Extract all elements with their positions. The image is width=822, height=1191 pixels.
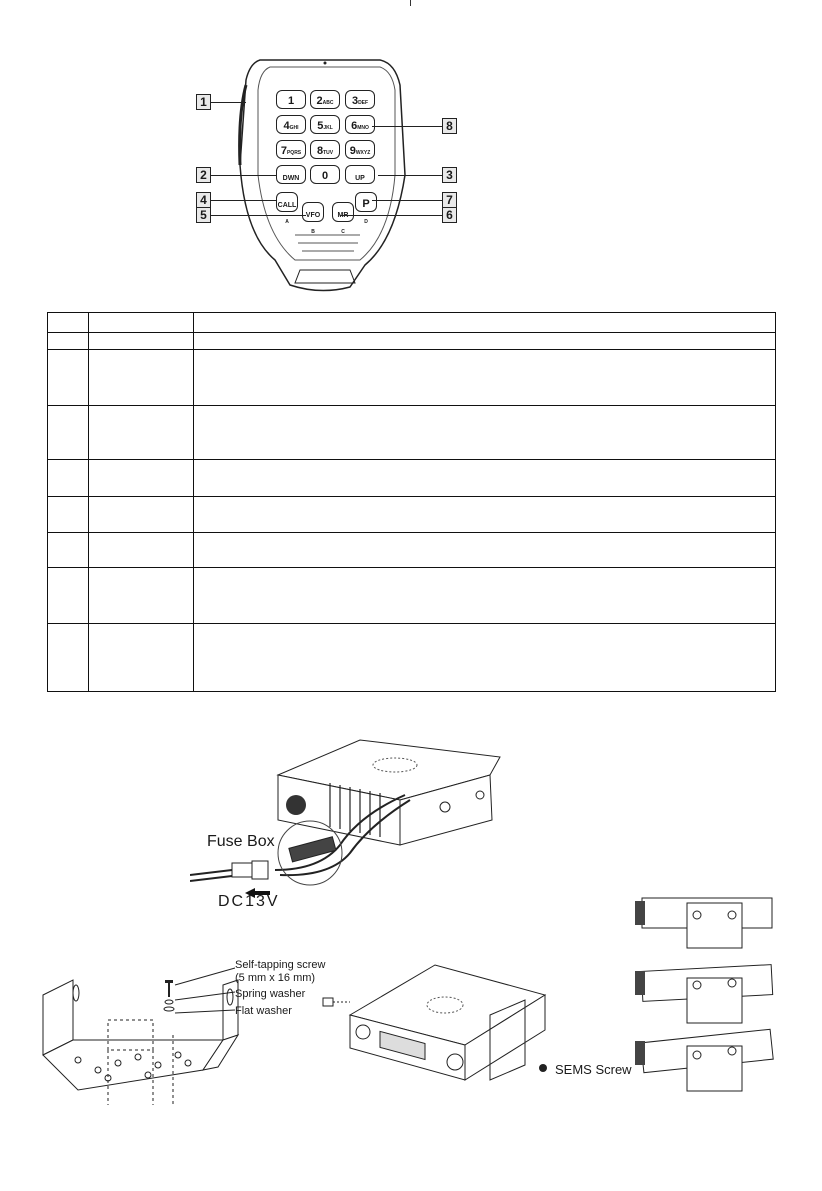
key-14[interactable] bbox=[302, 202, 324, 235]
key-main-label: 5 bbox=[317, 120, 324, 132]
key-9[interactable] bbox=[276, 165, 306, 184]
screw-size-label: (5 mm x 16 mm) bbox=[235, 972, 316, 984]
key-sub-label: B bbox=[311, 229, 315, 235]
key-sub-label: DEF bbox=[358, 100, 369, 106]
table-row bbox=[48, 350, 776, 406]
leader-line bbox=[211, 215, 306, 216]
key-1[interactable] bbox=[310, 90, 340, 109]
key-sub-label: MNO bbox=[357, 125, 369, 131]
key-main-label: DWN bbox=[282, 175, 300, 182]
spring-washer-label: Spring washer bbox=[235, 988, 306, 1000]
table-row bbox=[48, 533, 776, 568]
callout-5: 5 bbox=[196, 207, 211, 223]
screw-label: Self-tapping screw bbox=[235, 959, 326, 971]
key-sub-label: A bbox=[285, 219, 289, 225]
callout-1: 1 bbox=[196, 94, 211, 110]
fuse-box-label: Fuse Box bbox=[207, 833, 275, 850]
key-12[interactable] bbox=[276, 192, 298, 225]
table-row bbox=[48, 624, 776, 692]
sems-screw-label: SEMS Screw bbox=[555, 1062, 632, 1077]
flat-washer-label: Flat washer bbox=[235, 1005, 292, 1017]
key-3[interactable] bbox=[276, 115, 306, 134]
callout-6: 6 bbox=[442, 207, 457, 223]
key-main-label: 6 bbox=[351, 120, 358, 132]
table-row bbox=[48, 313, 776, 333]
mounting-angle-views bbox=[632, 893, 777, 1098]
key-sub-label: ABC bbox=[322, 100, 334, 106]
leader-line bbox=[378, 175, 442, 176]
key-7[interactable] bbox=[310, 140, 340, 159]
key-5[interactable] bbox=[345, 115, 375, 134]
key-main-label: 0 bbox=[321, 170, 329, 182]
key-11[interactable] bbox=[345, 165, 375, 184]
key-8[interactable] bbox=[345, 140, 375, 159]
leader-line bbox=[372, 126, 442, 127]
radio-mounted-diagram bbox=[315, 960, 550, 1085]
table-row bbox=[48, 568, 776, 624]
leader-line bbox=[372, 200, 442, 201]
key-main-label: 8 bbox=[316, 145, 324, 157]
key-main-label: 9 bbox=[349, 145, 356, 157]
key-6[interactable] bbox=[276, 140, 306, 159]
key-sub-label: JKL bbox=[323, 125, 333, 131]
leader-line bbox=[340, 215, 442, 216]
table-row bbox=[48, 333, 776, 350]
key-main-label: 2 bbox=[316, 95, 323, 107]
key-main-label: 3 bbox=[351, 95, 359, 107]
key-13[interactable] bbox=[355, 192, 377, 225]
fold-mark bbox=[410, 0, 411, 6]
table-row bbox=[48, 406, 776, 460]
key-sub-label: WXYZ bbox=[355, 150, 371, 156]
callout-7: 7 bbox=[442, 192, 457, 208]
power-connection-diagram bbox=[190, 735, 520, 910]
key-function-table bbox=[47, 312, 776, 692]
table-row bbox=[48, 460, 776, 497]
key-sub-label: D bbox=[364, 219, 368, 225]
key-main-label: P bbox=[362, 198, 370, 210]
leader-line bbox=[211, 102, 246, 103]
key-15[interactable] bbox=[332, 202, 354, 235]
key-main-label: MR bbox=[337, 212, 349, 219]
key-main-label: 7 bbox=[280, 145, 287, 157]
callout-3: 3 bbox=[442, 167, 457, 183]
key-main-label: 4 bbox=[283, 120, 290, 132]
label-leaders bbox=[170, 960, 240, 1020]
key-main-label: 1 bbox=[287, 95, 295, 107]
leader-line bbox=[211, 200, 277, 201]
key-4[interactable] bbox=[310, 115, 340, 134]
key-sub-label: TUV bbox=[323, 150, 334, 156]
key-main-label: VFO bbox=[305, 212, 321, 219]
key-sub-label: C bbox=[341, 229, 345, 235]
callout-4: 4 bbox=[196, 192, 211, 208]
key-10[interactable] bbox=[310, 165, 340, 184]
key-main-label: UP bbox=[355, 175, 365, 182]
key-2[interactable] bbox=[345, 90, 375, 109]
dc-voltage-label: DC13V bbox=[218, 893, 280, 910]
key-0[interactable] bbox=[276, 90, 306, 109]
table-row bbox=[48, 497, 776, 533]
key-sub-label: PQRS bbox=[286, 150, 302, 156]
callout-2: 2 bbox=[196, 167, 211, 183]
key-sub-label: GHI bbox=[289, 125, 299, 131]
leader-line bbox=[211, 175, 276, 176]
key-main-label: CALL bbox=[277, 202, 297, 209]
callout-8: 8 bbox=[442, 118, 457, 134]
